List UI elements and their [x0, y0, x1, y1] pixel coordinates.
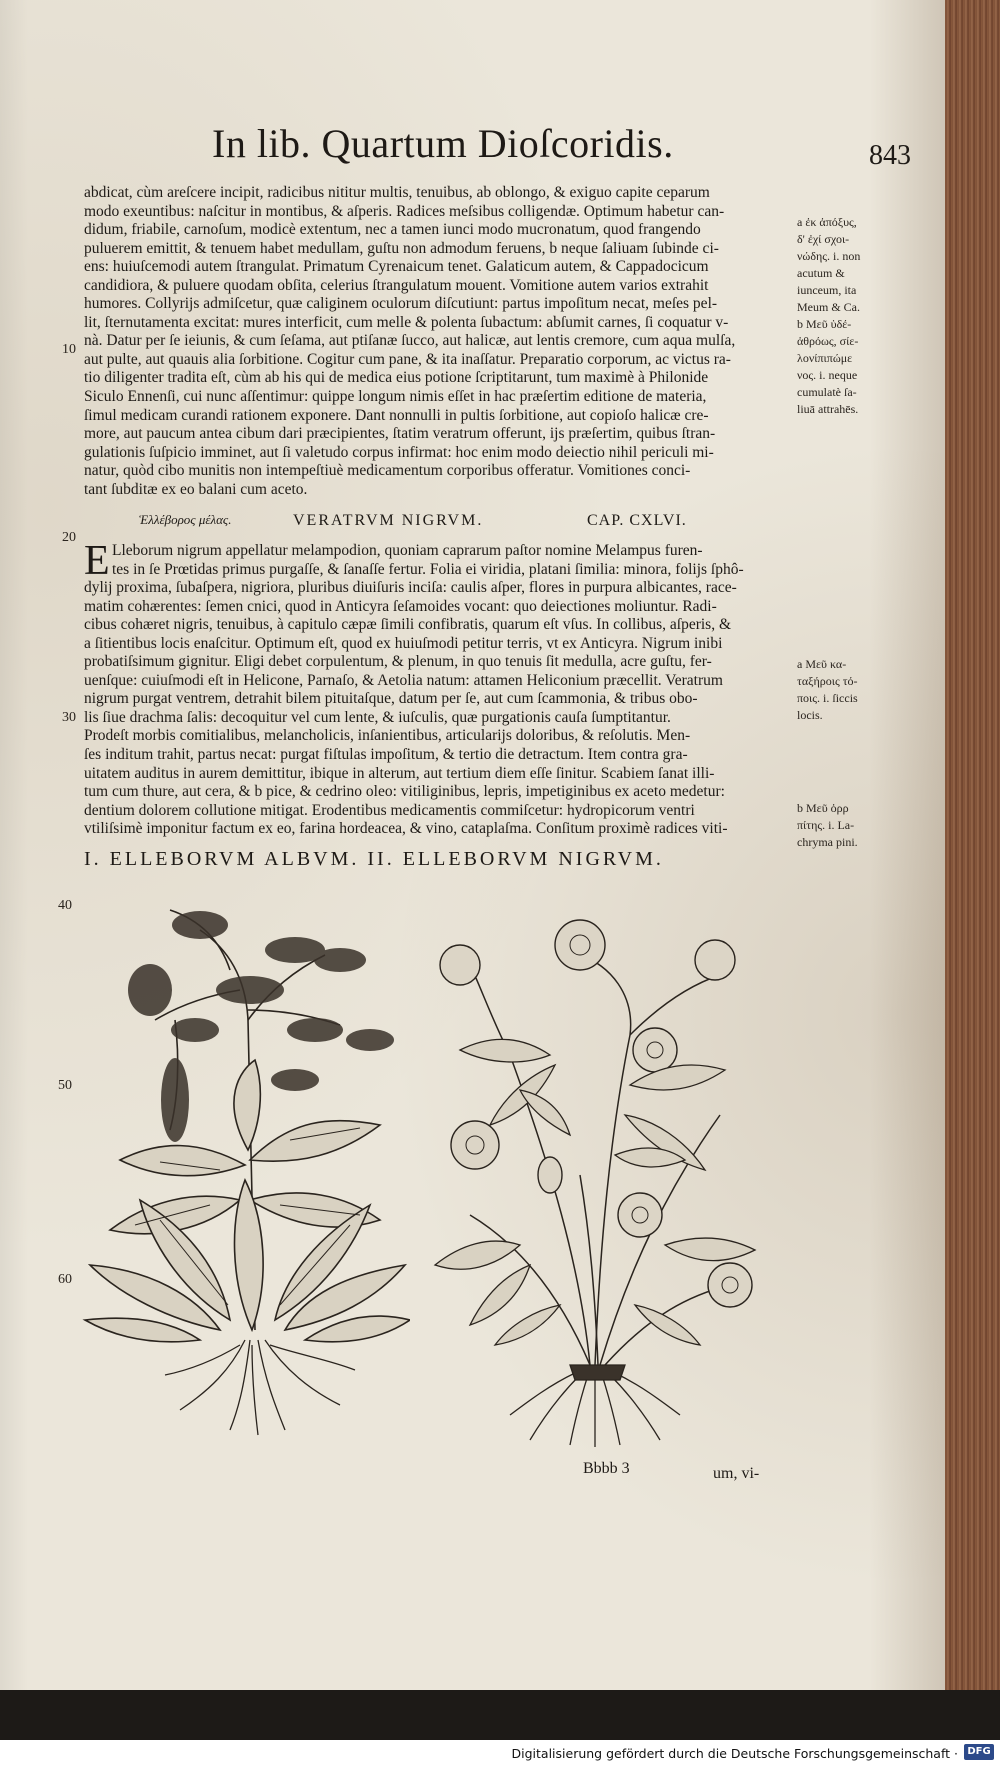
woodcut-elleborum-album — [80, 900, 410, 1440]
footer-credit: Digitalisierung gefördert durch die Deutsche Forschungsgemeinschaft · — [511, 1746, 958, 1761]
line-number: 10 — [62, 342, 76, 357]
chapter-title: VERATRVM NIGRVM. — [293, 512, 484, 529]
text-line: humores. Collyrijs admiſcetur, quæ caliginem oculorum diſcutiunt: partus impoſitum necat, meſes pel- — [84, 295, 718, 313]
figure-caption: I. ELLEBORVM ALBVM. II. ELLEBORVM NIGRVM. — [84, 848, 664, 870]
text-line: Lleborum nigrum appellatur melampodion, quoniam caprarum paſtor nomine Melampus furen- — [112, 542, 703, 559]
text-line: dentium dolorem collutione mitigat. Erodentibus medicamentis commiſcetur: hydropicorum ventri — [84, 801, 695, 819]
text-line: Siculo Ennenſi, cui nunc aſſentimur: quippe longum nimis eſſet in hac præſertim editione de materia, — [84, 388, 707, 406]
signature-mark: Bbbb 3 — [583, 1460, 630, 1477]
chapter-greek-title: Ἑλλέβορος μέλας. — [139, 512, 232, 527]
text-line: lis ſiue drachma ſalis: decoquitur vel cum lente, & iuſculis, quæ purgationis cauſa ſumptitantur. — [84, 708, 671, 726]
digitization-footer — [0, 1740, 1000, 1769]
text-line: uenſque: cuiuſmodi eſt in Helicone, Parnaſo, & Aetolia natum: attamen Heliconium præcellit. Veratrum — [84, 671, 723, 689]
text-line: nigrum purgat ventrem, detrahit bilem pituitaſque, datum per ſe, aut cum ſcammonia, & tribus obo- — [84, 690, 698, 708]
margin-note-b: b Μεῦ ὑδέ- ἀθρόως, σίε- λονίπιπώμε νος. i. neque cumulatè ſa- liuā attrahēs. — [797, 317, 859, 416]
line-number: 60 — [58, 1272, 72, 1287]
running-head: In lib. Quartum Dioſcoridis. — [212, 121, 674, 166]
scan-background — [0, 1690, 1000, 1740]
line-number: 40 — [58, 898, 72, 913]
text-line: Prodeſt morbis comitialibus, melancholicis, inſanientibus, articularijs doloribus, & reſolutis. Men- — [84, 727, 691, 745]
text-line: puluerem emittit, & tenuem habet medullam, guſtu non admodum feruens, b neque ſaliuam ſubinde ci- — [84, 239, 719, 257]
text-block-continued — [84, 184, 780, 499]
line-number: 30 — [62, 710, 76, 725]
text-block-chapter — [84, 538, 780, 839]
text-line: ſimul medicam curandi rationem exponere. Dant nonnulli in pultis ſorbitione, aut copioſo halicæ cre- — [84, 406, 709, 424]
margin-note-d: b Μεῦ ὀρρ πίτης. i. La- chryma pini. — [797, 801, 858, 849]
catchword: um, vi- — [713, 1465, 760, 1482]
text-line: nà. Datur per ſe ieiunis, & cum ſeſama, aut ptiſanæ ſucco, aut halicæ, aut lentis cremore, cum aqua mulſa, — [84, 332, 736, 350]
line-number: 20 — [62, 530, 76, 545]
text-line: dylij proxima, ſubaſpera, nigriora, pluribus diuiſuris inciſa: caulis aſper, flores in purpura albicantes, race- — [84, 579, 737, 597]
text-line: vtiliſsimè imponitur factum ex eo, farina hordeacea, & vino, cataplaſma. Conſitum proximè radices viti- — [84, 820, 728, 838]
text-line: modo exeuntibus: naſcitur in montibus, & aſperis. Radices meſsibus colligendæ. Optimum habetur can- — [84, 202, 725, 220]
text-line: a ſitientibus locis enaſcitur. Optimum eſt, quod ex huiuſmodi petitur terris, vt ex Anticyra. Nigrum inibi — [84, 634, 723, 652]
text-line: aut pulte, aut quauis alia ſorbitione. Cogitur cum pane, & ita inaſſatur. Preparatio corporum, ac victus ra- — [84, 350, 731, 368]
text-line: uitatem auditus in aurem demittitur, ibique in alterum, aut tertium diem eſſe ſinitur. Scabiem ſanat illi- — [84, 764, 715, 782]
text-line: matim cohærentes: ſemen cnici, quod in Anticyra ſeſamoides vocant: quo deiectiones moliuntur. Radi- — [84, 597, 717, 615]
text-line: didum, friabile, carnoſum, modicè extentum, nec a tamen iunci modo mucronatum, quod frangendo — [84, 221, 701, 239]
drop-capital: E — [84, 538, 110, 584]
text-line: tes in ſe Prœtidas primus purgaſſe, & ſanaſſe fertur. Folia ei viridia, platani ſimilia: minora, folijs ſphô- — [112, 560, 744, 578]
text-line: lit, ſternutamenta excitat: mures interficit, cum melle & polenta ſubactum: abſumit carnes, ſi coquatur v- — [84, 313, 729, 331]
margin-note-c: a Μεῦ κα- ταξήροις τό- ποις. i. ſiccis locis. — [797, 657, 858, 722]
text-line: abdicat, cùm areſcere incipit, radicibus nititur multis, tenuibus, ab oblongo, & exiguo capite ceparum — [84, 184, 710, 201]
text-line: tio diligenter tradita eſt, cùm ab his qui de medica eius potione ſcriptitarunt, tum maximè à Philonide — [84, 369, 709, 387]
text-line: tum cum thure, aut cera, & b pice, & cedrino oleo: vitiliginibus, lepris, impetiginibus ex aceto medetur: — [84, 783, 725, 801]
text-line: cibus cohæret nigris, tenuibus, à capitulo cæpæ ſimili confibratis, quarum eſt vſus. In collibus, aſperis, & — [84, 616, 732, 634]
woodcut-elleborum-nigrum — [430, 915, 770, 1455]
book-page-edges — [940, 0, 1000, 1690]
text-line: candidiora, & puluere quodam obſita, celerius ſtrangulatum mouent. Vomitione autem varios extrahit — [84, 276, 709, 294]
folio-number: 843 — [869, 140, 911, 171]
text-line: probatiſsimum gignitur. Eligi debet corpulentum, & plenum, in quo tenuis ſit medulla, acre guſtu, fer- — [84, 653, 712, 671]
text-line: ens: huiuſcemodi autem ſtrangulat. Primatum Cyrenaicum tenet. Galaticum autem, & Cappadocicum — [84, 258, 709, 276]
text-line: ſes inditum trahit, partus necat: purgat fiſtulas impoſitum, & tertio die detractum. Item contra gra- — [84, 746, 688, 764]
line-number: 50 — [58, 1078, 72, 1093]
text-line: tant ſubditæ ex eo balani cum aceto. — [84, 480, 308, 498]
text-line: more, aut paucum antea cibum dari præcipientes, ſtatim veratrum offerunt, ijs præſertim, quibus ſtran- — [84, 425, 716, 443]
text-line: natur, quòd cibo munitis non intempeſtiuè medicamentum corporibus offeratur. Vomitiones conci- — [84, 462, 691, 480]
dfg-logo: DFG — [964, 1744, 994, 1760]
chapter-number: CAP. CXLVI. — [587, 512, 687, 529]
text-line: gulationis ſuſpicio imminet, aut ſi valetudo corpus infirmat: hoc enim modo deiectio nihil periculi mi- — [84, 443, 714, 461]
margin-note-a: a ἐκ ἀπόξυς, δ' ἐχί σχοι- νώδης. i. non acutum & iunceum, ita Meum & Ca. — [797, 215, 861, 314]
